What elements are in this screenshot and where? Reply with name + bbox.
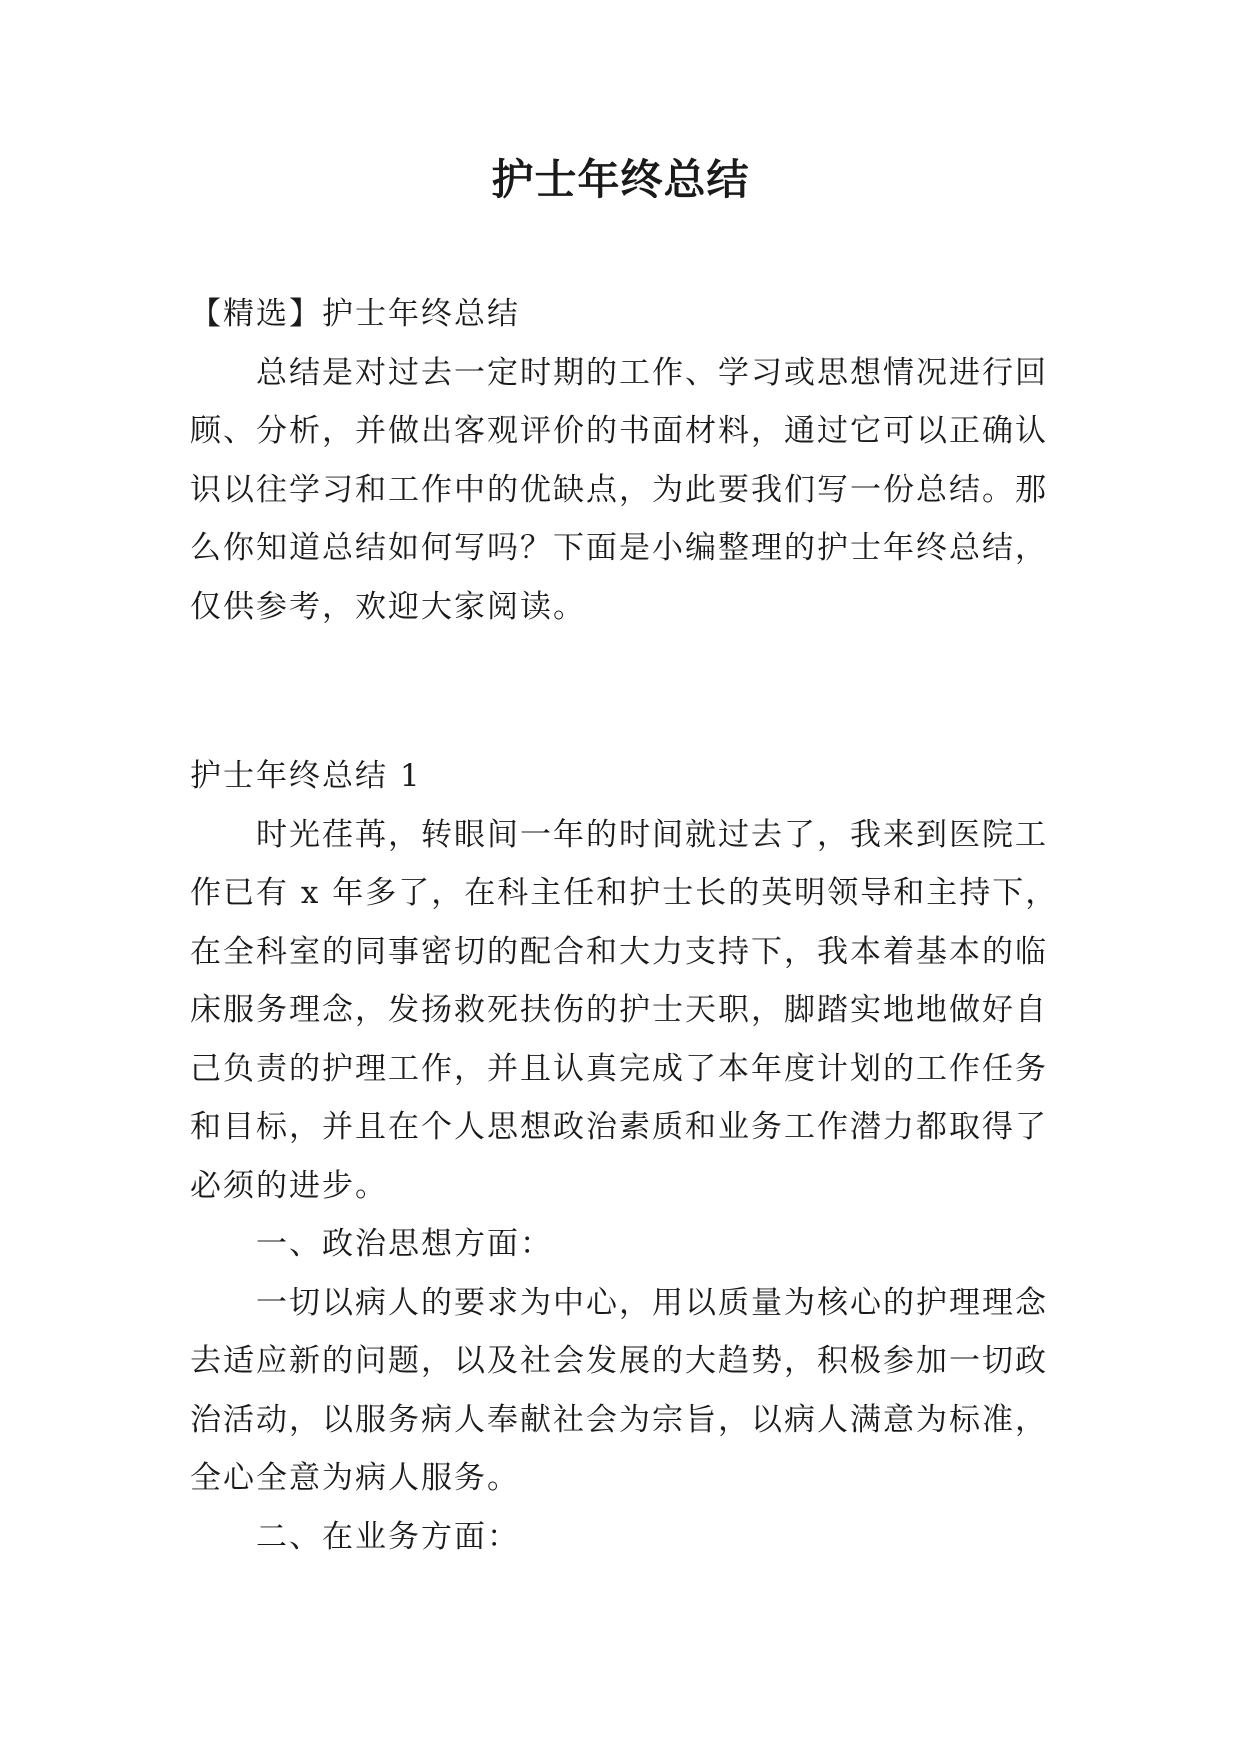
document-title: 护士年终总结 — [491, 155, 750, 204]
section-1 — [190, 747, 1070, 1566]
paragraph-line: 床服务理念，发扬救死扶伤的护士天职，脚踏实地地做好自 — [190, 992, 1048, 1028]
intro-line: 顾、分析，并做出客观评价的书面材料，通过它可以正确认 — [190, 413, 1048, 449]
intro-line: 么你知道总结如何写吗？下面是小编整理的护士年终总结， — [190, 530, 1048, 566]
intro-line: 总结是对过去一定时期的工作、学习或思想情况进行回 — [256, 354, 1048, 391]
paragraph-line: 必须的进步。 — [190, 1167, 388, 1204]
paragraph-line: 治活动，以服务病人奉献社会为宗旨，以病人满意为标准， — [190, 1401, 1048, 1438]
paragraph-line: 己负责的护理工作，并且认真完成了本年度计划的工作任务 — [190, 1050, 1048, 1087]
paragraph-line: 在全科室的同事密切的配合和大力支持下，我本着基本的临 — [190, 933, 1048, 970]
intro-line: 识以往学习和工作中的优缺点，为此要我们写一份总结。那 — [190, 471, 1048, 508]
subheading-political: 一、政治思想方面： — [256, 1226, 553, 1262]
intro-label: 【精选】护士年终总结 — [190, 296, 520, 332]
section-heading: 护士年终总结 1 — [190, 758, 422, 794]
paragraph-line: 作已有 x 年多了，在科主任和护士长的英明领导和主持下， — [190, 875, 1059, 911]
intro-line: 仅供参考，欢迎大家阅读。 — [190, 588, 586, 625]
subheading-business: 二、在业务方面： — [256, 1518, 520, 1555]
paragraph-line: 和目标，并且在个人思想政治素质和业务工作潜力都取得了 — [190, 1109, 1048, 1145]
paragraph-line: 一切以病人的要求为中心，用以质量为核心的护理理念 — [256, 1284, 1048, 1321]
paragraph-line: 全心全意为病人服务。 — [190, 1460, 520, 1496]
paragraph-line: 时光荏苒，转眼间一年的时间就过去了，我来到医院工 — [256, 816, 1048, 853]
paragraph-line: 去适应新的问题，以及社会发展的大趋势，积极参加一切政 — [190, 1343, 1048, 1379]
intro-block — [190, 285, 1070, 636]
